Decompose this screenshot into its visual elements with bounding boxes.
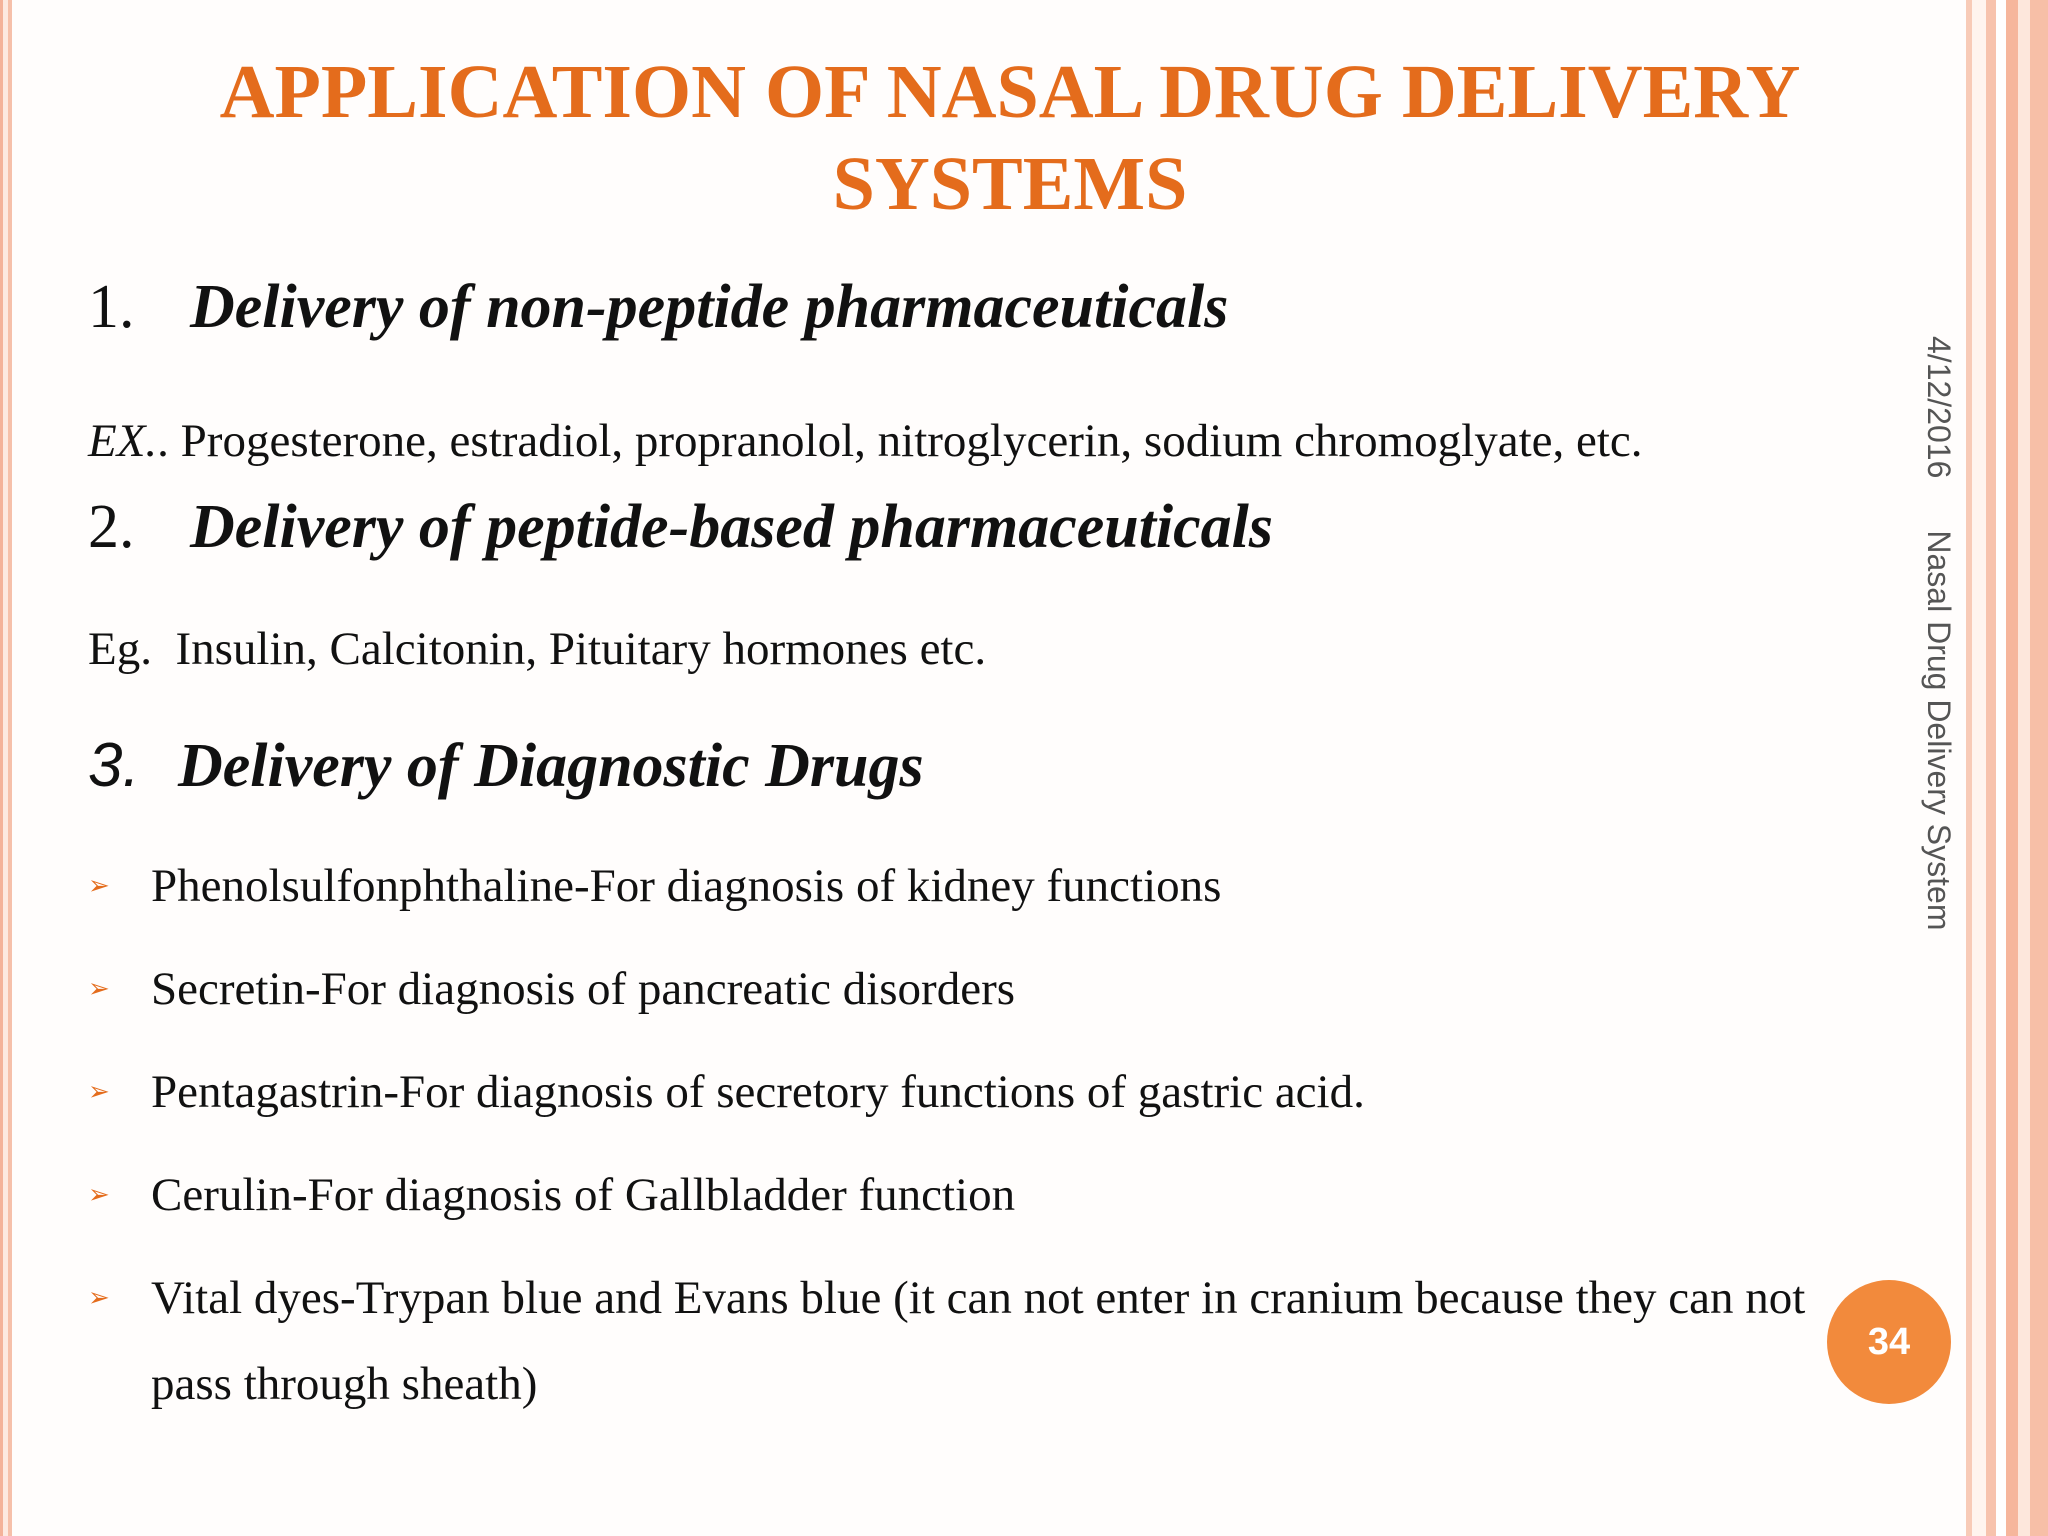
right-decorative-border (1966, 0, 2048, 1536)
list-item (88, 1049, 1828, 1135)
footer-vertical-text (1920, 336, 1957, 930)
list-item (88, 1152, 1828, 1238)
example-prefix: EX. (88, 415, 158, 467)
section-example-2 (88, 622, 986, 676)
section-heading-text: Delivery of peptide-based pharmaceuticals (190, 493, 1274, 561)
list-item (88, 843, 1828, 929)
footer-title: Nasal Drug Delivery System (1921, 530, 1957, 931)
slide-title: APPLICATION OF NASAL DRUG DELIVERY SYSTEMS (219, 50, 1801, 226)
list-item-text: Cerulin-For diagnosis of Gallbladder function (151, 1169, 1016, 1221)
footer-date: 4/12/2016 (1921, 336, 1957, 479)
arrow-bullet-icon: ➢ (88, 871, 110, 901)
left-decorative-border (0, 0, 12, 1536)
arrow-bullet-icon: ➢ (88, 1283, 110, 1313)
section-heading-2 (88, 492, 1273, 563)
section-heading-3 (88, 730, 924, 802)
list-item-text: Vital dyes-Trypan blue and Evans blue (it can not enter in cranium because they can not pass through sheath) (151, 1272, 1806, 1410)
example-prefix: Eg. (88, 623, 152, 675)
example-text: Insulin, Calcitonin, Pituitary hormones etc. (151, 623, 987, 675)
section-heading-text: Delivery of non-peptide pharmaceuticals (190, 273, 1229, 341)
list-item-text: Secretin-For diagnosis of pancreatic disorders (151, 963, 1016, 1015)
section-heading-text: Delivery of Diagnostic Drugs (178, 732, 924, 800)
section-number: 1. (88, 273, 135, 341)
arrow-bullet-icon: ➢ (88, 974, 110, 1004)
section-heading-1 (88, 272, 1228, 343)
list-item (88, 1255, 1828, 1427)
arrow-bullet-icon: ➢ (88, 1180, 110, 1210)
list-item-text: Pentagastrin-For diagnosis of secretory functions of gastric acid. (151, 1066, 1365, 1118)
section-example-1 (88, 414, 1643, 468)
section-number: 3. (88, 731, 140, 800)
arrow-bullet-icon: ➢ (88, 1077, 110, 1107)
page-number-badge: 34 (1827, 1280, 1951, 1404)
section-number: 2. (88, 493, 135, 561)
list-item (88, 946, 1828, 1032)
list-item-text: Phenolsulfonphthaline-For diagnosis of kidney functions (151, 860, 1222, 912)
example-text: . Progesterone, estradiol, propranolol, nitroglycerin, sodium chromoglyate, etc. (157, 415, 1643, 467)
